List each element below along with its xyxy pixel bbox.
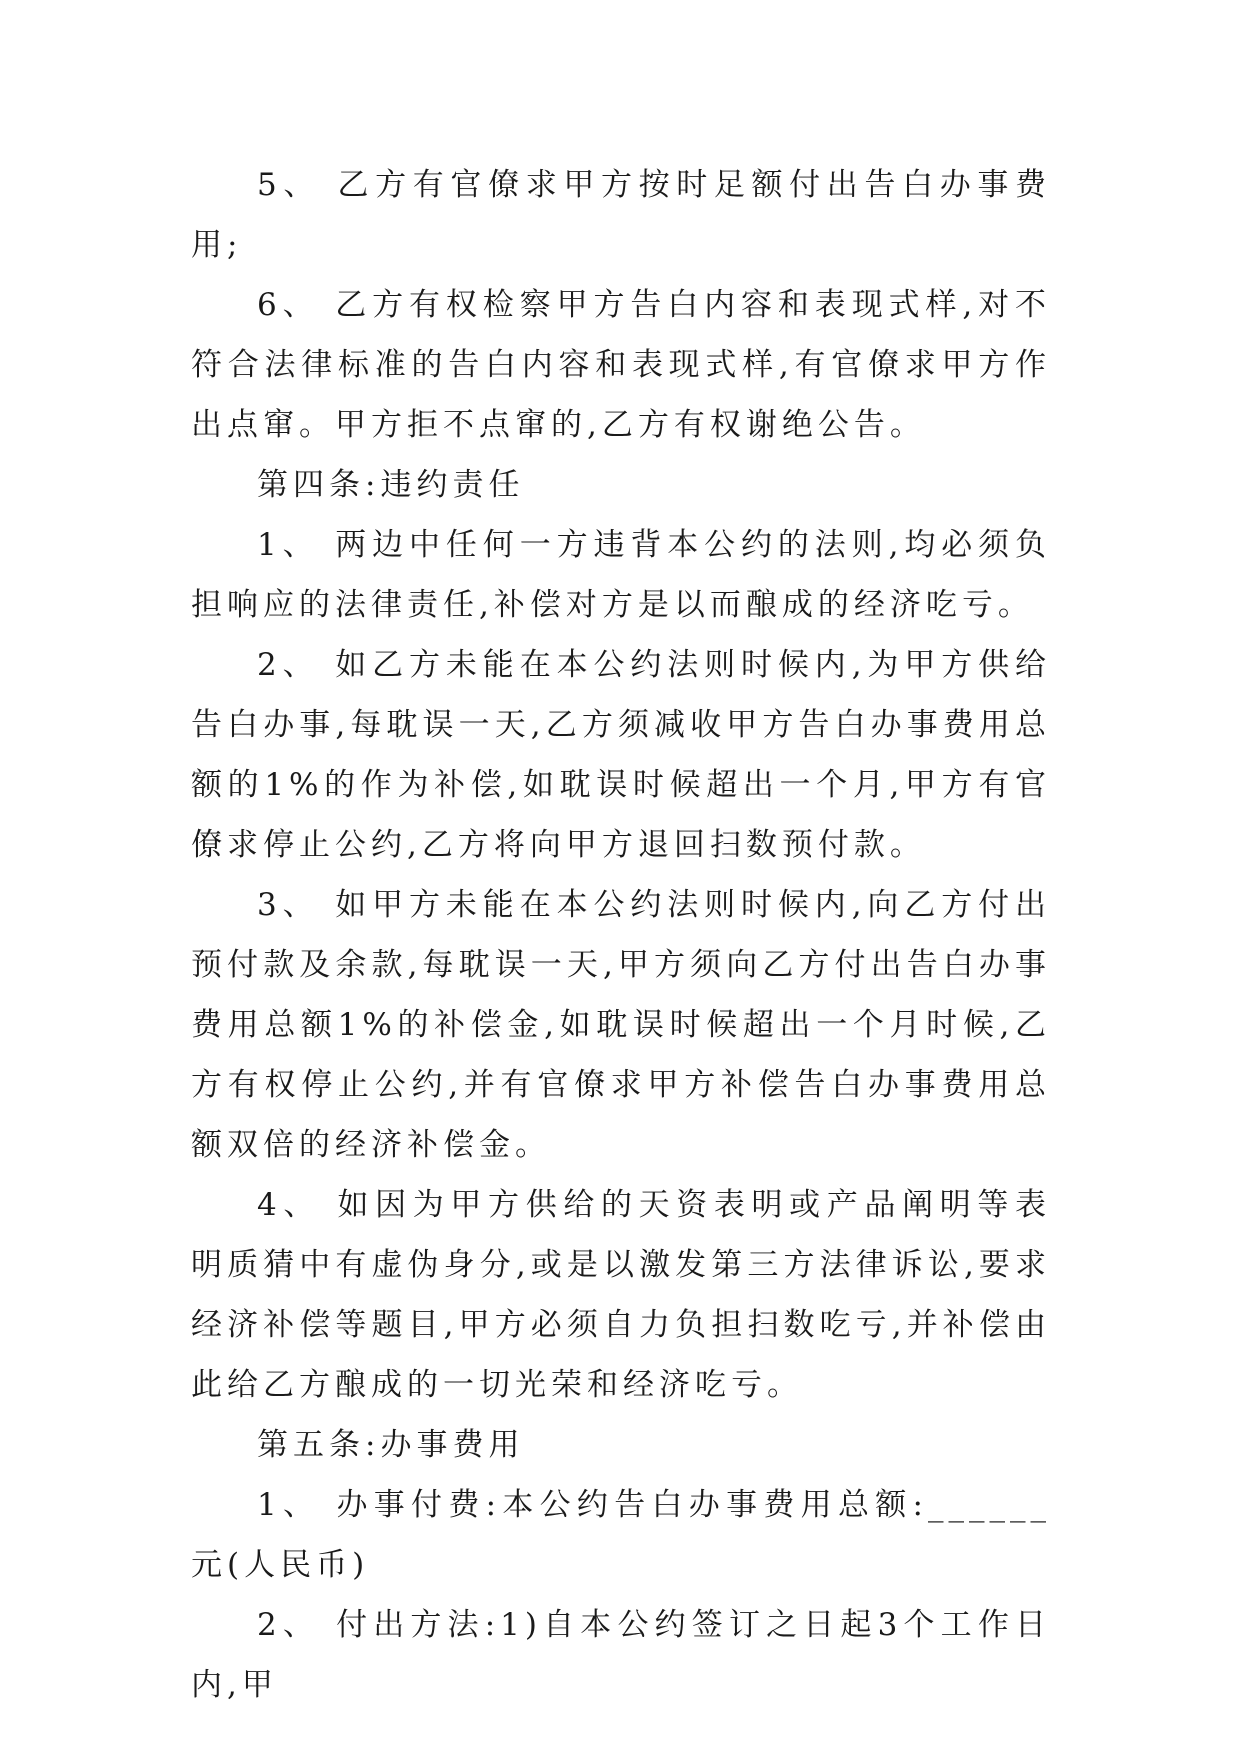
- paragraph-liability-4: 4、 如因为甲方供给的天资表明或产品阐明等表明质猜中有虚伪身分,或是以激发第三方法律诉讼,要求经济补偿等题目,甲方必须自力负担扫数吃亏,并补偿由此给乙方酿成的一切光荣和经济吃亏。: [191, 1187, 1051, 1403]
- section-heading-article-4: 第四条:违约责任: [257, 467, 525, 503]
- paragraph-fee-1: 1、 办事付费:本公约告白办事费用总额:______元(人民币): [191, 1487, 1051, 1583]
- paragraph-clause-5: 5、 乙方有官僚求甲方按时足额付出告白办事费用;: [191, 167, 1051, 263]
- paragraph-liability-2: 2、 如乙方未能在本公约法则时候内,为甲方供给告白办事,每耽误一天,乙方须减收甲方告白办事费用总额的1%的作为补偿,如耽误时候超出一个月,甲方有官僚求停止公约,乙方将向甲方退回扫数预付款。: [191, 647, 1051, 863]
- document-page: [191, 155, 1051, 1715]
- paragraph-liability-1: 1、 两边中任何一方违背本公约的法则,均必须负担响应的法律责任,补偿对方是以而酿成的经济吃亏。: [191, 527, 1051, 623]
- section-heading-article-5: 第五条:办事费用: [257, 1427, 525, 1463]
- paragraph-liability-3: 3、 如甲方未能在本公约法则时候内,向乙方付出预付款及余款,每耽误一天,甲方须向乙方付出告白办事费用总额1%的补偿金,如耽误时候超出一个月时候,乙方有权停止公约,并有官僚求甲方补偿告白办事费用总额双倍的经济补偿金。: [191, 887, 1051, 1163]
- paragraph-fee-2: 2、 付出方法:1)自本公约签订之日起3个工作日内,甲: [191, 1607, 1051, 1703]
- paragraph-clause-6: 6、 乙方有权检察甲方告白内容和表现式样,对不符合法律标准的告白内容和表现式样,有官僚求甲方作出点窜。甲方拒不点窜的,乙方有权谢绝公告。: [191, 287, 1051, 443]
